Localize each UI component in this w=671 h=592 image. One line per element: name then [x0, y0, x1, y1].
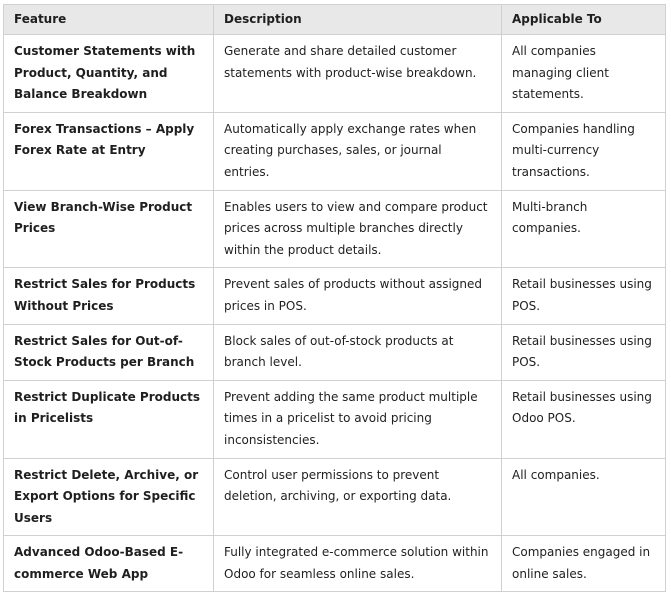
description-cell: Prevent adding the same product multiple times in a pricelist to avoid pricing inconsistencies.	[214, 380, 502, 458]
table-row	[4, 380, 666, 458]
description-cell: Generate and share detailed customer statements with product-wise breakdown.	[214, 35, 502, 113]
applicable-cell: All companies managing client statements.	[502, 35, 666, 113]
applicable-cell: Retail businesses using POS.	[502, 268, 666, 324]
features-table	[3, 4, 666, 592]
header-description: Description	[214, 5, 502, 35]
table-row	[4, 536, 666, 592]
table-row	[4, 35, 666, 113]
applicable-cell: Retail businesses using Odoo POS.	[502, 380, 666, 458]
feature-cell: Restrict Sales for Out-of-Stock Products per Branch	[4, 324, 214, 380]
feature-cell: View Branch-Wise Product Prices	[4, 190, 214, 268]
header-applicable-to: Applicable To	[502, 5, 666, 35]
description-cell: Prevent sales of products without assigned prices in POS.	[214, 268, 502, 324]
description-cell: Block sales of out-of-stock products at branch level.	[214, 324, 502, 380]
table-row	[4, 190, 666, 268]
description-cell: Enables users to view and compare product prices across multiple branches directly within the product details.	[214, 190, 502, 268]
description-cell: Fully integrated e-commerce solution within Odoo for seamless online sales.	[214, 536, 502, 592]
feature-cell: Customer Statements with Product, Quantity, and Balance Breakdown	[4, 35, 214, 113]
description-cell: Automatically apply exchange rates when creating purchases, sales, or journal entries.	[214, 112, 502, 190]
applicable-cell: Multi-branch companies.	[502, 190, 666, 268]
applicable-cell: Retail businesses using POS.	[502, 324, 666, 380]
table-row	[4, 112, 666, 190]
feature-cell: Restrict Delete, Archive, or Export Options for Specific Users	[4, 458, 214, 536]
table-row	[4, 268, 666, 324]
header-feature: Feature	[4, 5, 214, 35]
applicable-cell: All companies.	[502, 458, 666, 536]
table-row	[4, 458, 666, 536]
description-cell: Control user permissions to prevent deletion, archiving, or exporting data.	[214, 458, 502, 536]
table-header-row	[4, 5, 666, 35]
feature-cell: Advanced Odoo-Based E-commerce Web App	[4, 536, 214, 592]
table-row	[4, 324, 666, 380]
feature-cell: Forex Transactions – Apply Forex Rate at Entry	[4, 112, 214, 190]
applicable-cell: Companies engaged in online sales.	[502, 536, 666, 592]
applicable-cell: Companies handling multi-currency transactions.	[502, 112, 666, 190]
feature-cell: Restrict Duplicate Products in Pricelists	[4, 380, 214, 458]
feature-cell: Restrict Sales for Products Without Prices	[4, 268, 214, 324]
